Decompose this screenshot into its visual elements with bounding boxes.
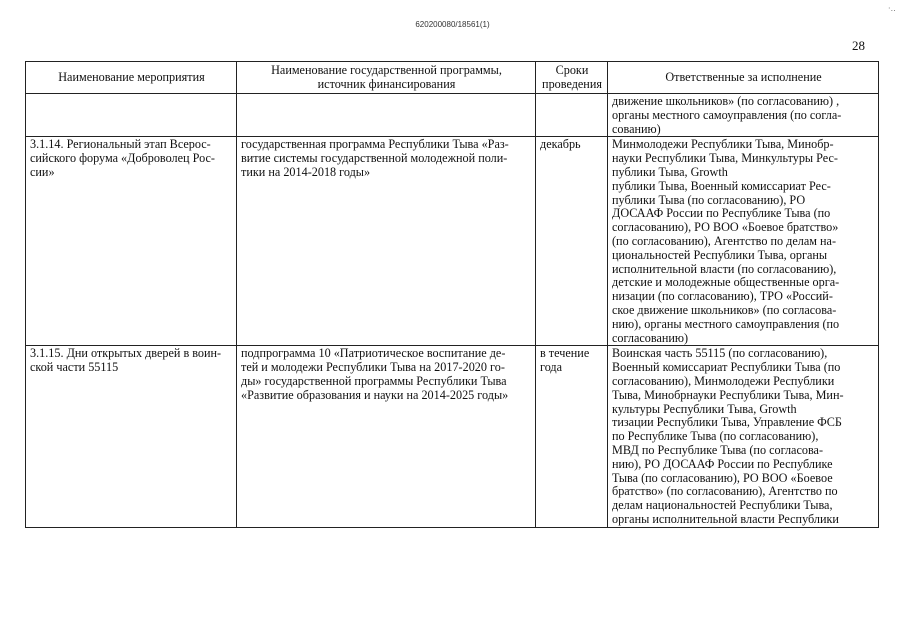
document-id: 620200080/18561(1) bbox=[415, 20, 490, 29]
event-cell bbox=[26, 94, 237, 137]
table-row bbox=[26, 346, 879, 527]
table-row bbox=[26, 94, 879, 137]
responsible-cell: Воинская часть 55115 (по согласованию), Военный комиссариат Республики Тыва (по согласованию), Минмолодежи Республики Тыва, Минобрнауки Республики Тыва, Мин- культуры Республики Тыва, Growth тизации Республики Тыва, Управление ФСБ по Республике Тыва (по согласованию), МВД по Республике Тыва (по согласова- нию), РО ДОСААФ России по Республике Тыва (по согласованию), РО ВОО «Боевое братство» (по согласованию), Агентство по делам национальностей Республики Тыва, органы исполнительной власти Республики bbox=[608, 346, 879, 527]
responsible-cell: движение школьников» (по согласованию) , органы местного самоуправления (по согла- сованию) bbox=[608, 94, 879, 137]
column-header-program: Наименование государственной программы, источник финансирования bbox=[237, 62, 536, 94]
page-number: 28 bbox=[852, 38, 865, 53]
column-header-event: Наименование мероприятия bbox=[26, 62, 237, 94]
event-cell: 3.1.15. Дни открытых дверей в воин- ской части 55115 bbox=[26, 346, 237, 527]
table-row bbox=[26, 137, 879, 346]
period-cell: декабрь bbox=[536, 137, 608, 346]
event-cell: 3.1.14. Региональный этап Всерос- сийского форума «Доброволец Рос- сии» bbox=[26, 137, 237, 346]
column-header-period: Сроки проведения bbox=[536, 62, 608, 94]
column-header-responsible: Ответственные за исполнение bbox=[608, 62, 879, 94]
program-cell: государственная программа Республики Тыва «Раз- витие системы государственной молодежной поли- тики на 2014-2018 годы» bbox=[237, 137, 536, 346]
program-cell bbox=[237, 94, 536, 137]
corner-mark: ·‥ bbox=[888, 4, 896, 13]
table-header-row bbox=[26, 62, 879, 94]
responsible-cell: Минмолодежи Республики Тыва, Минобр- науки Республики Тыва, Минкультуры Рес- публики Тыва, Growth публики Тыва, Военный комиссариат Рес- публики Тыва (по согласованию), РО ДОСААФ России по Республике Тыва (по согласованию), РО ВОО «Боевое братство» (по согласованию), Агентство по делам на- циональностей Республики Тыва, органы исполнительной власти (по согласованию), детские и молодежные общественные орга- низации (по согласованию), ТРО «Россий- ское движение школьников» (по согласова- нию), органы местного самоуправления (по согласованию) bbox=[608, 137, 879, 346]
period-cell: в течение года bbox=[536, 346, 608, 527]
period-cell bbox=[536, 94, 608, 137]
program-cell: подпрограмма 10 «Патриотическое воспитание де- тей и молодежи Республики Тыва на 2017-2020 го- ды» государственной программы Республики Тыва «Развитие образования и науки на 2014-2025 годы» bbox=[237, 346, 536, 527]
events-table bbox=[25, 61, 879, 528]
